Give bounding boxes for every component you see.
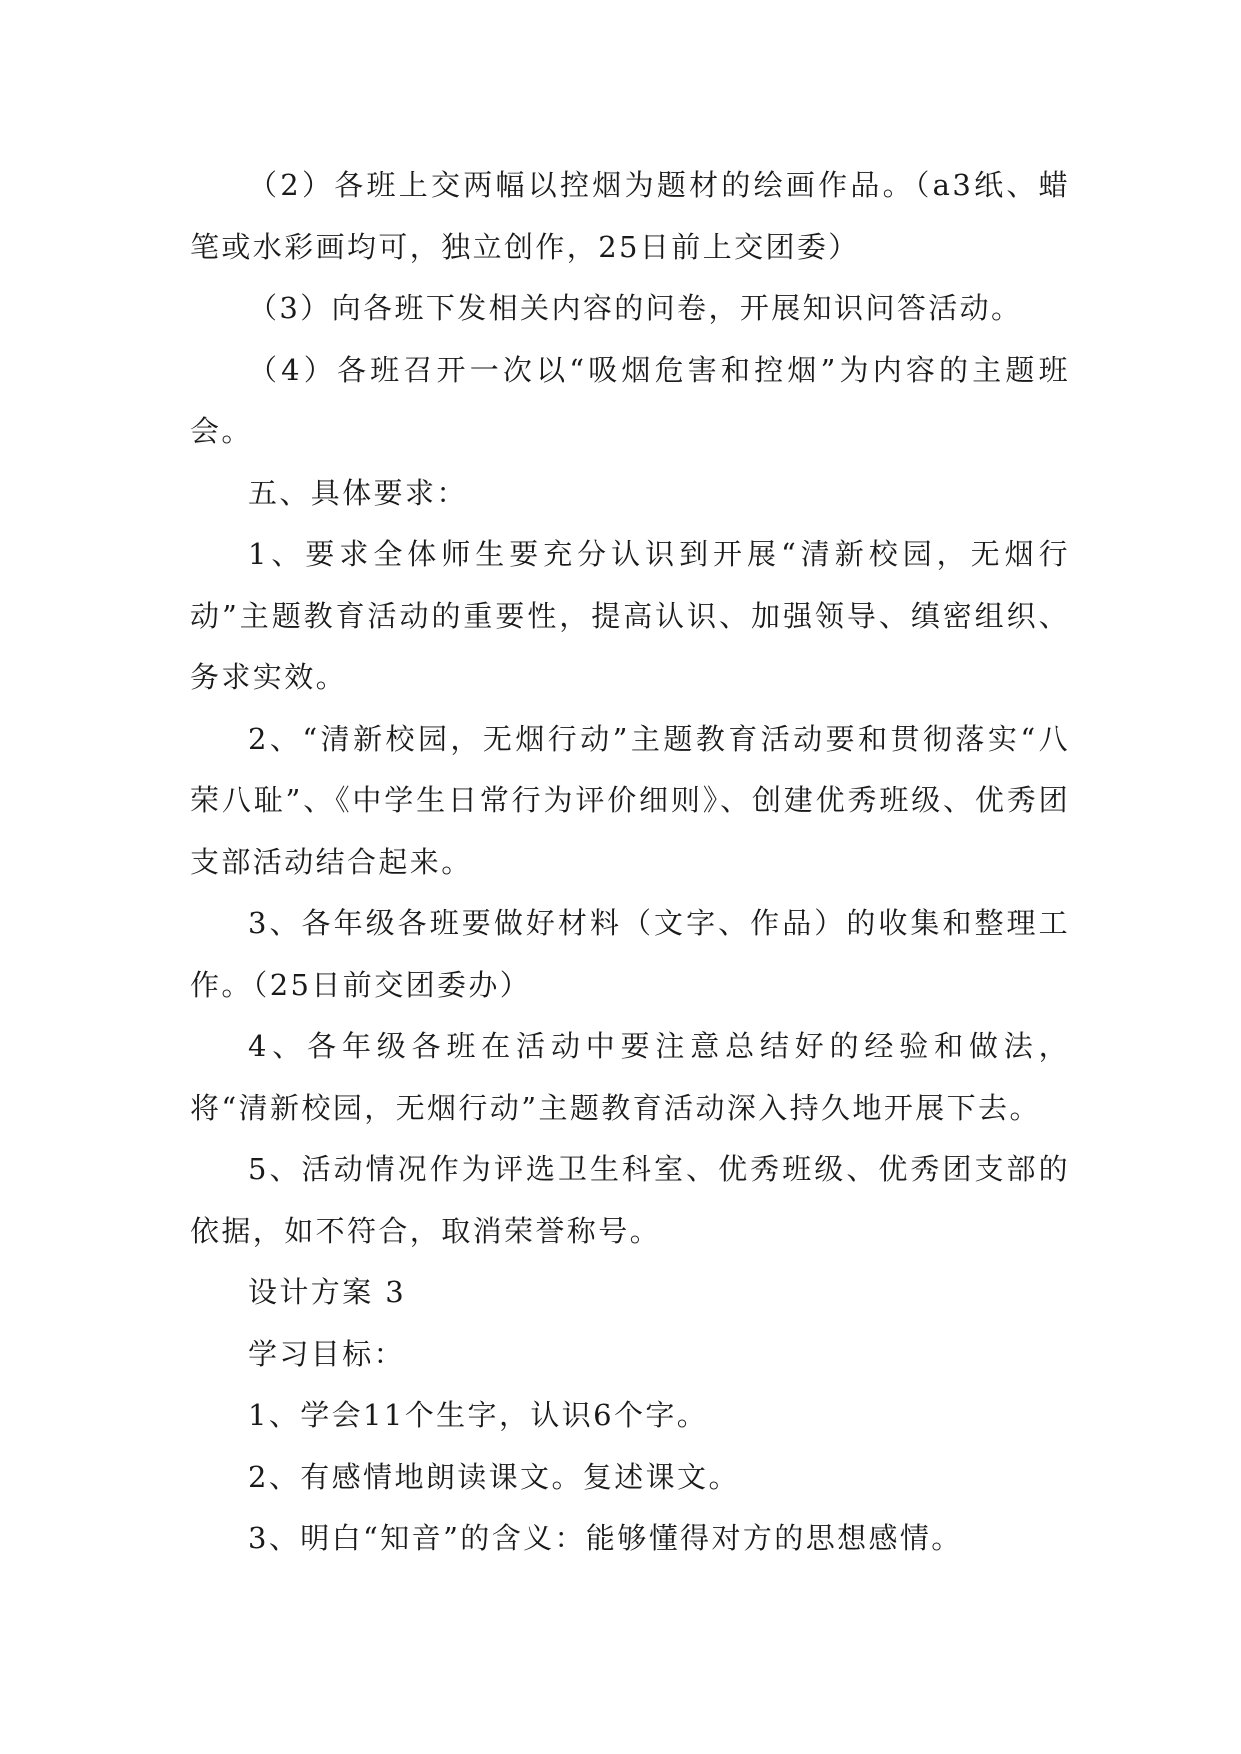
requirement-item-2: 2、“清新校园，无烟行动”主题教育活动要和贯彻落实“八荣八耻”、《中学生日常行为评价细则》、创建优秀班级、优秀团支部活动结合起来。	[190, 721, 1070, 879]
learning-goals-heading: 学习目标：	[248, 1336, 406, 1371]
section-heading-requirements: 五、具体要求：	[248, 475, 468, 510]
document-body	[190, 155, 1070, 1570]
requirement-item-1: 1、要求全体师生要充分认识到开展“清新校园，无烟行动”主题教育活动的重要性，提高认识、加强领导、缜密组织、务求实效。	[190, 537, 1070, 694]
learning-goal-1: 1、学会11个生字，认识6个字。	[248, 1398, 709, 1432]
requirement-item-3: 3、各年级各班要做好材料（文字、作品）的收集和整理工作。（25日前交团委办）	[190, 906, 1070, 1002]
requirement-item-4: 4、各年级各班在活动中要注意总结好的经验和做法，将“清新校园，无烟行动”主题教育活动深入持久地开展下去。	[190, 1029, 1070, 1125]
learning-goal-2: 2、有感情地朗读课文。复述课文。	[248, 1459, 740, 1494]
plan-title: 设计方案 3	[248, 1275, 407, 1309]
paragraph-class-meeting: （4）各班召开一次以“吸烟危害和控烟”为内容的主题班会。	[190, 352, 1070, 448]
requirement-item-5: 5、活动情况作为评选卫生科室、优秀班级、优秀团支部的依据，如不符合，取消荣誉称号。	[190, 1152, 1070, 1248]
paragraph-questionnaire: （3）向各班下发相关内容的问卷，开展知识问答活动。	[248, 291, 1023, 325]
paragraph-painting-submission: （2）各班上交两幅以控烟为题材的绘画作品。（a3纸、蜡笔或水彩画均可，独立创作，25日前上交团委）	[190, 168, 1070, 264]
learning-goal-3: 3、明白“知音”的含义：能够懂得对方的思想感情。	[248, 1521, 963, 1555]
